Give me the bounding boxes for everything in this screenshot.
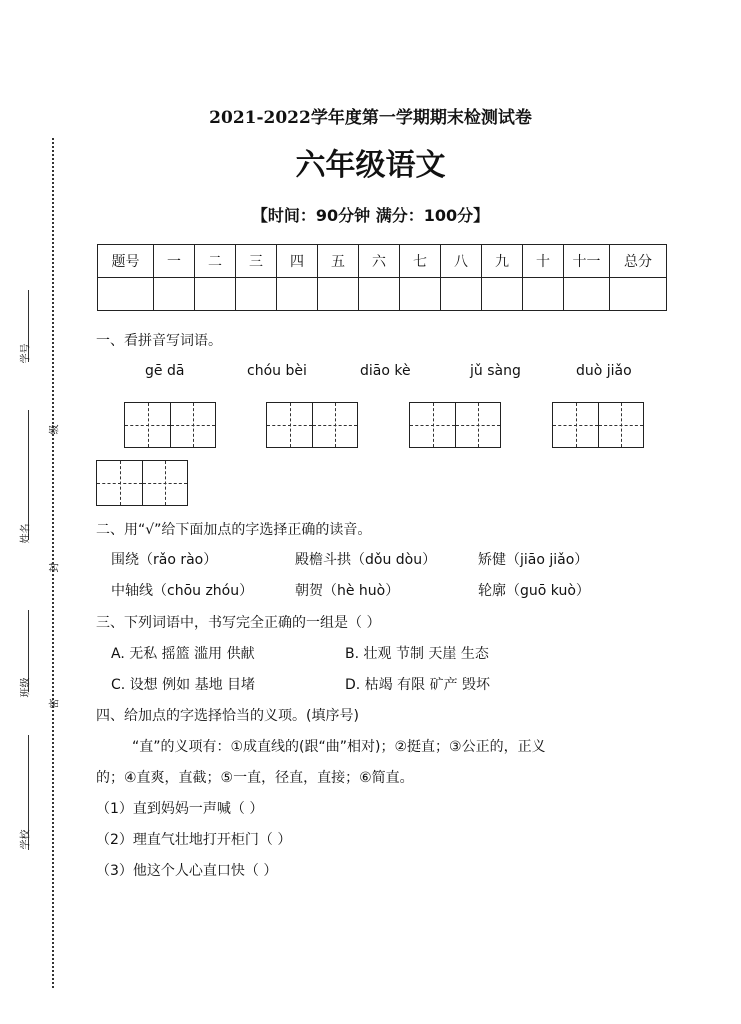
school-label: 学校 [20, 829, 32, 850]
exam-title: 2021-2022学年度第一学期期末检测试卷 [209, 108, 532, 128]
score-cell[interactable] [523, 278, 564, 311]
score-cell[interactable] [359, 278, 400, 311]
section-4-title: 四、给加点的字选择恰当的义项。(填序号) [96, 708, 359, 724]
section-2-title: 二、用“√”给下面加点的字选择正确的读音。 [96, 522, 372, 538]
name-line [28, 410, 29, 540]
reading-item-1: 围绕（rǎo rào） [111, 552, 218, 568]
writing-grid-5[interactable] [96, 460, 188, 506]
header-cell: 一 [154, 245, 195, 278]
definition-line-2: 的；④直爽，直截；⑤一直，径直，直接；⑥简直。 [96, 770, 414, 786]
grid-cell[interactable] [312, 403, 357, 447]
grid-cell[interactable] [125, 403, 170, 447]
grid-cell[interactable] [598, 403, 643, 447]
header-cell: 四 [277, 245, 318, 278]
grid-cell[interactable] [455, 403, 500, 447]
score-cell [98, 278, 154, 311]
pinyin-3: diāo kè [360, 363, 411, 379]
score-cell[interactable] [564, 278, 610, 311]
definition-line-1: “直”的义项有：①成直线的(跟“曲”相对)；②挺直；③公正的，正义 [132, 739, 546, 755]
grid-cell[interactable] [410, 403, 455, 447]
writing-grid-3[interactable] [409, 402, 501, 448]
writing-grid-4[interactable] [552, 402, 644, 448]
reading-item-3: 矫健（jiāo jiǎo） [478, 552, 589, 568]
score-cell[interactable] [400, 278, 441, 311]
section-1-title: 一、看拼音写词语。 [96, 333, 222, 349]
score-blank-row [98, 278, 667, 311]
score-cell[interactable] [318, 278, 359, 311]
score-cell[interactable] [195, 278, 236, 311]
grid-cell[interactable] [97, 461, 142, 505]
header-cell: 二 [195, 245, 236, 278]
score-cell[interactable] [236, 278, 277, 311]
grid-cell[interactable] [267, 403, 312, 447]
class-label: 班级 [20, 677, 32, 698]
header-cell: 题号 [98, 245, 154, 278]
score-cell[interactable] [482, 278, 523, 311]
reading-item-5: 朝贺（hè huò） [295, 583, 400, 599]
grid-cell[interactable] [170, 403, 215, 447]
header-cell: 八 [441, 245, 482, 278]
seal-char-feng: 封 [49, 562, 61, 573]
meaning-item-1: （1）直到妈妈一声喊（ ） [96, 801, 264, 817]
writing-grid-1[interactable] [124, 402, 216, 448]
option-c: C. 设想 例如 基地 目堵 [111, 677, 256, 693]
pinyin-4: jǔ sàng [470, 363, 521, 379]
score-cell[interactable] [277, 278, 318, 311]
header-cell: 九 [482, 245, 523, 278]
section-3-title: 三、下列词语中，书写完全正确的一组是（ ） [96, 615, 381, 631]
grid-cell[interactable] [553, 403, 598, 447]
reading-item-2: 殿檐斗拱（dǒu dòu） [295, 552, 437, 568]
header-cell: 六 [359, 245, 400, 278]
header-cell: 总分 [610, 245, 667, 278]
time-score-info: 【时间：90分钟 满分：100分】 [251, 206, 490, 225]
header-cell: 五 [318, 245, 359, 278]
subject-title: 六年级语文 [295, 148, 446, 183]
score-cell[interactable] [154, 278, 195, 311]
reading-item-6: 轮廓（guō kuò） [478, 583, 590, 599]
reading-item-4: 中轴线（chōu zhóu） [111, 583, 254, 599]
pinyin-2: chóu bèi [247, 363, 307, 379]
name-label: 姓名 [20, 523, 32, 544]
header-cell: 十一 [564, 245, 610, 278]
grid-cell[interactable] [142, 461, 187, 505]
pinyin-1: gē dā [145, 363, 185, 379]
seal-char-mi: 密 [49, 698, 61, 709]
writing-grid-2[interactable] [266, 402, 358, 448]
meaning-item-3: （3）他这个人心直口快（ ） [96, 863, 278, 879]
score-table [97, 244, 667, 311]
header-cell: 十 [523, 245, 564, 278]
score-cell[interactable] [610, 278, 667, 311]
header-cell: 三 [236, 245, 277, 278]
option-b: B. 壮观 节制 天崖 生态 [345, 646, 489, 662]
score-header-row [98, 245, 667, 278]
header-cell: 七 [400, 245, 441, 278]
student-id-label: 学号 [20, 343, 32, 364]
meaning-item-2: （2）理直气壮地打开柜门（ ） [96, 832, 292, 848]
option-a: A. 无私 摇篮 滥用 供献 [111, 646, 255, 662]
pinyin-5: duò jiǎo [576, 363, 632, 379]
score-cell[interactable] [441, 278, 482, 311]
seal-char-ji: 级 [49, 424, 61, 435]
option-d: D. 枯竭 有限 矿产 毁坏 [345, 677, 491, 693]
